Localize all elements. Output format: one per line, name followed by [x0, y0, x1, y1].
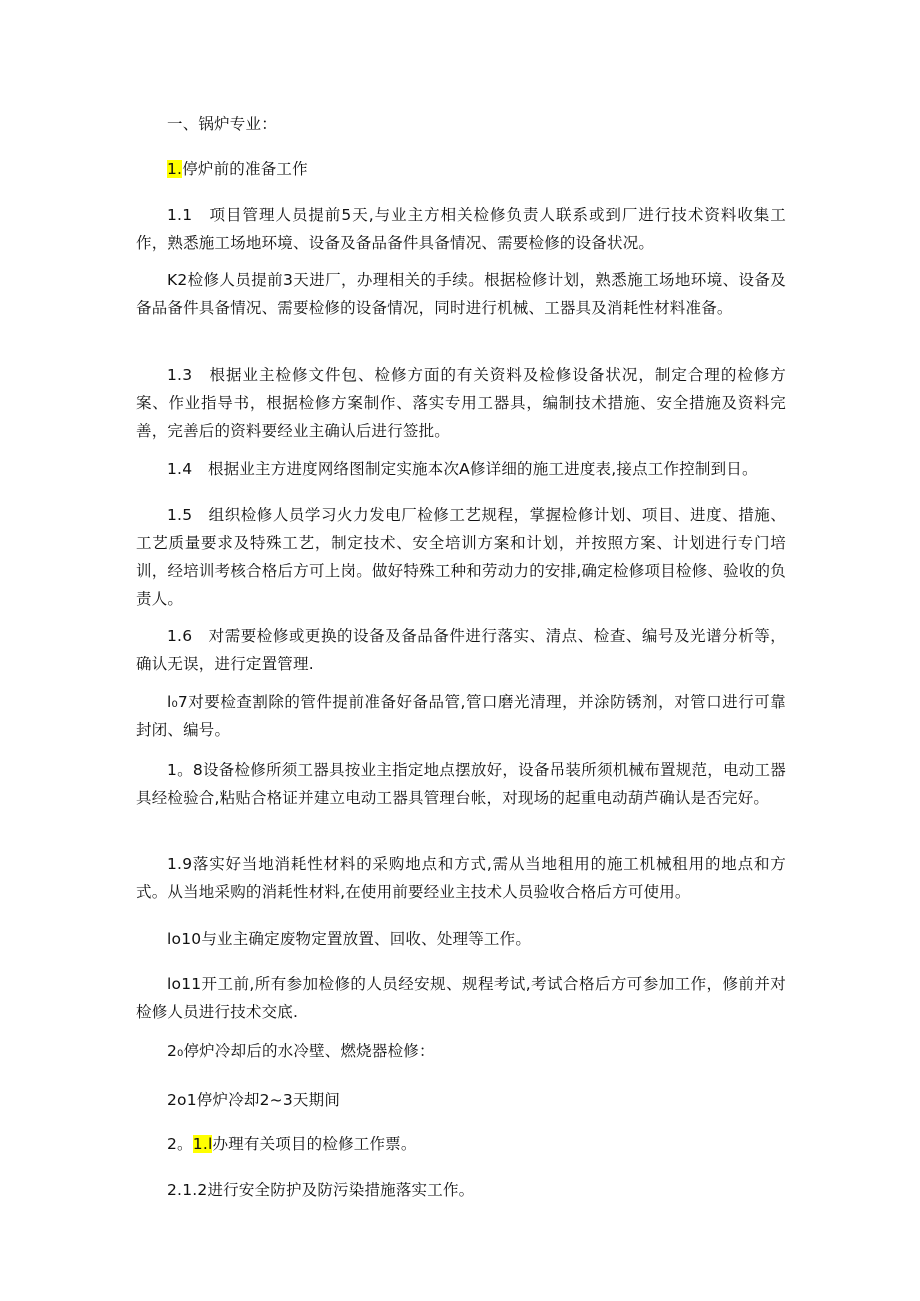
paragraph-1-9: 1.9落实好当地消耗性材料的采购地点和方式,需从当地租用的施工机械租用的地点和方式。从当地采购的消耗性材料,在使用前要经业主技术人员验收合格后方可使用。 [136, 855, 786, 901]
paragraph-2-1-1 [136, 1130, 786, 1158]
paragraph-1-10: lo10与业主确定废物定置放置、回收、处理等工作。 [167, 930, 532, 948]
subsection-heading-text: 停炉前的准备工作 [182, 160, 308, 178]
paragraph-1-4: 1.4 根据业主方进度网络图制定实施本次A修详细的施工进度表,接点工作控制到日。 [167, 460, 758, 478]
highlighted-number: 1. [167, 160, 183, 178]
item-text: 办理有关项目的检修工作票。 [212, 1135, 417, 1153]
item-prefix: 2。 [167, 1135, 193, 1153]
section-title: 一、锅炉专业： [167, 115, 277, 133]
paragraph-2-1: 2o1停炉冷却2~3天期间 [167, 1091, 341, 1109]
paragraph-1-11: lo11开工前,所有参加检修的人员经安规、规程考试,考试合格后方可参加工作，修前并对检修人员进行技术交底. [136, 975, 786, 1021]
paragraph-1-6: 1.6 对需要检修或更换的设备及备品备件进行落实、清点、检查、编号及光谱分析等，确认无误，进行定置管理. [136, 627, 786, 673]
paragraph-1-3: 1.3 根据业主检修文件包、检修方面的有关资料及检修设备状况，制定合理的检修方案、作业指导书，根据检修方案制作、落实专用工器具，编制技术措施、安全措施及资料完善，完善后的资料要经业主确认后进行签批。 [136, 366, 786, 440]
paragraph-1-8: 1。8设备检修所须工器具按业主指定地点摆放好，设备吊装所须机械布置规范，电动工器具经检验合,粘贴合格证并建立电动工器具管理台帐，对现场的起重电动葫芦确认是否完好。 [136, 761, 786, 807]
subsection-heading-2: 2₀停炉冷却后的水冷壁、燃烧器检修： [167, 1042, 435, 1060]
highlighted-item-number: 1.l [192, 1135, 213, 1153]
paragraph-2-1-2: 2.1.2进行安全防护及防污染措施落实工作。 [167, 1181, 475, 1199]
paragraph-1-2: K2检修人员提前3天进厂，办理相关的手续。根据检修计划，熟悉施工场地环境、设备及备品备件具备情况、需要检修的设备情况，同时进行机械、工器具及消耗性材料准备。 [136, 271, 786, 317]
paragraph-1-7: l₀7对要检查割除的管件提前准备好备品管,管口磨光清理，并涂防锈剂，对管口进行可靠封闭、编号。 [136, 693, 786, 739]
subsection-heading-1 [136, 155, 786, 183]
paragraph-1-1: 1.1 项目管理人员提前5天,与业主方相关检修负责人联系或到厂进行技术资料收集工作，熟悉施工场地环境、设备及备品备件具备情况、需要检修的设备状况。 [136, 206, 786, 252]
paragraph-1-5: 1.5 组织检修人员学习火力发电厂检修工艺规程，掌握检修计划、项目、进度、措施、工艺质量要求及特殊工艺，制定技术、安全培训方案和计划，并按照方案、计划进行专门培训，经培训考核合格后方可上岗。做好特殊工种和劳动力的安排,确定检修项目检修、验收的负责人。 [136, 506, 786, 608]
